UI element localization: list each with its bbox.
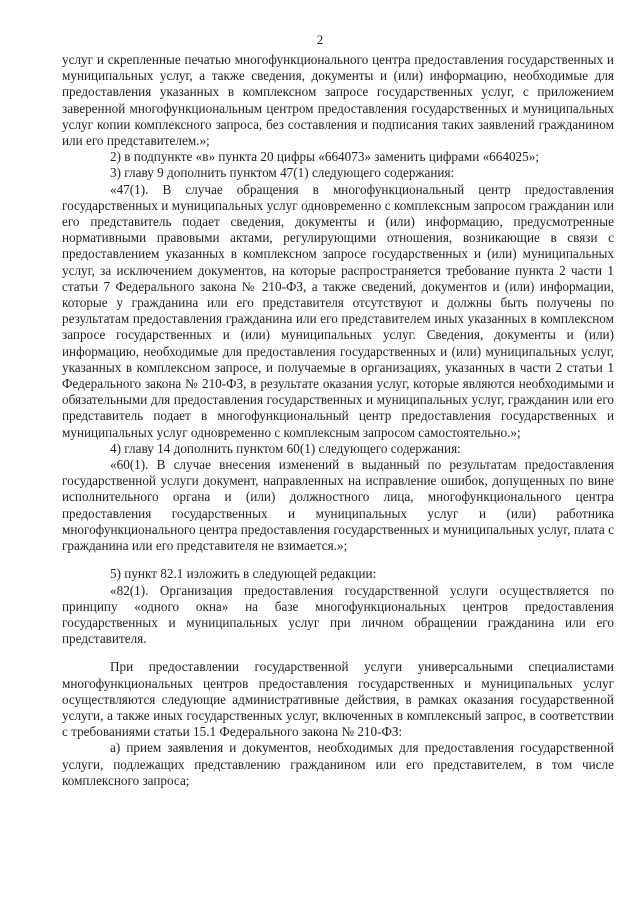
paragraph-item-a: а) прием заявления и документов, необходимых для предоставления государственной услуги, подлежащих представлению гражданином или его представителем, в том числе комплексного запроса; — [62, 740, 614, 788]
document-body — [62, 52, 614, 789]
paragraph-item-4: 4) главу 14 дополнить пунктом 60(1) следующего содержания: — [110, 440, 461, 456]
paragraph-item-2: 2) в подпункте «в» пункта 20 цифры «664073» заменить цифрами «664025»; — [110, 149, 539, 165]
page-number: 2 — [316, 32, 324, 47]
paragraph-item-3: 3) главу 9 дополнить пунктом 47(1) следующего содержания: — [110, 165, 455, 181]
paragraph-47-1: «47(1). В случае обращения в многофункциональный центр предоставления государственных и муниципальных услуг одновременно с комплексным запросом гражданин или его представитель подает сведения, документы и (или) информацию, предусмотренные нормативными правовыми актами, регулирующими отношения, возникающие в связи с предоставлением указанных в комплексном запросе государственных и (или) муниципальных услуг, за исключением документов, на которые распространяется требование пункта 2 части 1 статьи 7 Федерального закона № 210-ФЗ, а также сведений, документов и (или) информации, которые у гражданина или его представителя отсутствуют и должны быть получены по результатам предоставления гражданина или его представителем иных указанных в комплексном запросе государственных и (или) муниципальных услуг. Сведения, документы и (или) информацию, необходимые для предоставления государственных и (или) муниципальных услуг, указанных в комплексном запросе, и получаемые в организациях, указанных в части 2 статьи 1 Федерального закона № 210-ФЗ, в результате оказания услуг, которые являются необходимыми и обязательными для предоставления государственных и муниципальных услуг, гражданин или его представитель подает в многофункциональный центр предоставления государственных и муниципальных услуг одновременно с комплексным запросом самостоятельно.»; — [62, 181, 614, 440]
paragraph-item-5: 5) пункт 82.1 изложить в следующей редакции: — [110, 566, 377, 582]
paragraph-administrative-actions: При предоставлении государственной услуги универсальными специалистами многофункциональных центров предоставления государственных и муниципальных услуг осуществляются следующие административные действия, в рамках оказания государственной услуги, а также иных государственных услуг, включенных в комплексный запрос, в соответствии с требованиями статьи 15.1 Федерального закона № 210-ФЗ: — [62, 659, 614, 740]
paragraph-continuation: услуг и скрепленные печатью многофункционального центра предоставления государственных и муниципальных услуг, а также сведения, документы и (или) информацию, необходимые для предоставления указанных в комплексном запросе государственных услуг, с приложением заверенной многофункциональным центром предоставления государственных и муниципальных услуг копии комплексного запроса, без составления и подписания таких заявлений гражданином или его представителем.»; — [62, 52, 614, 149]
paragraph-60-1: «60(1). В случае внесения изменений в выданный по результатам предоставления государственной услуги документ, направленных на исправление ошибок, допущенных по вине исполнительного органа и (или) должностного лица, многофункционального центра предоставления государственных и муниципальных услуг и (или) работника многофункционального центра предоставления государственных и муниципальных услуг, плата с гражданина или его представителя не взимается.»; — [62, 457, 614, 554]
paragraph-82-1: «82(1). Организация предоставления государственной услуги осуществляется по принципу «одного окна» на базе многофункциональных центров предоставления государственных и муниципальных услуг при личном обращении гражданина или его представителя. — [62, 582, 614, 647]
